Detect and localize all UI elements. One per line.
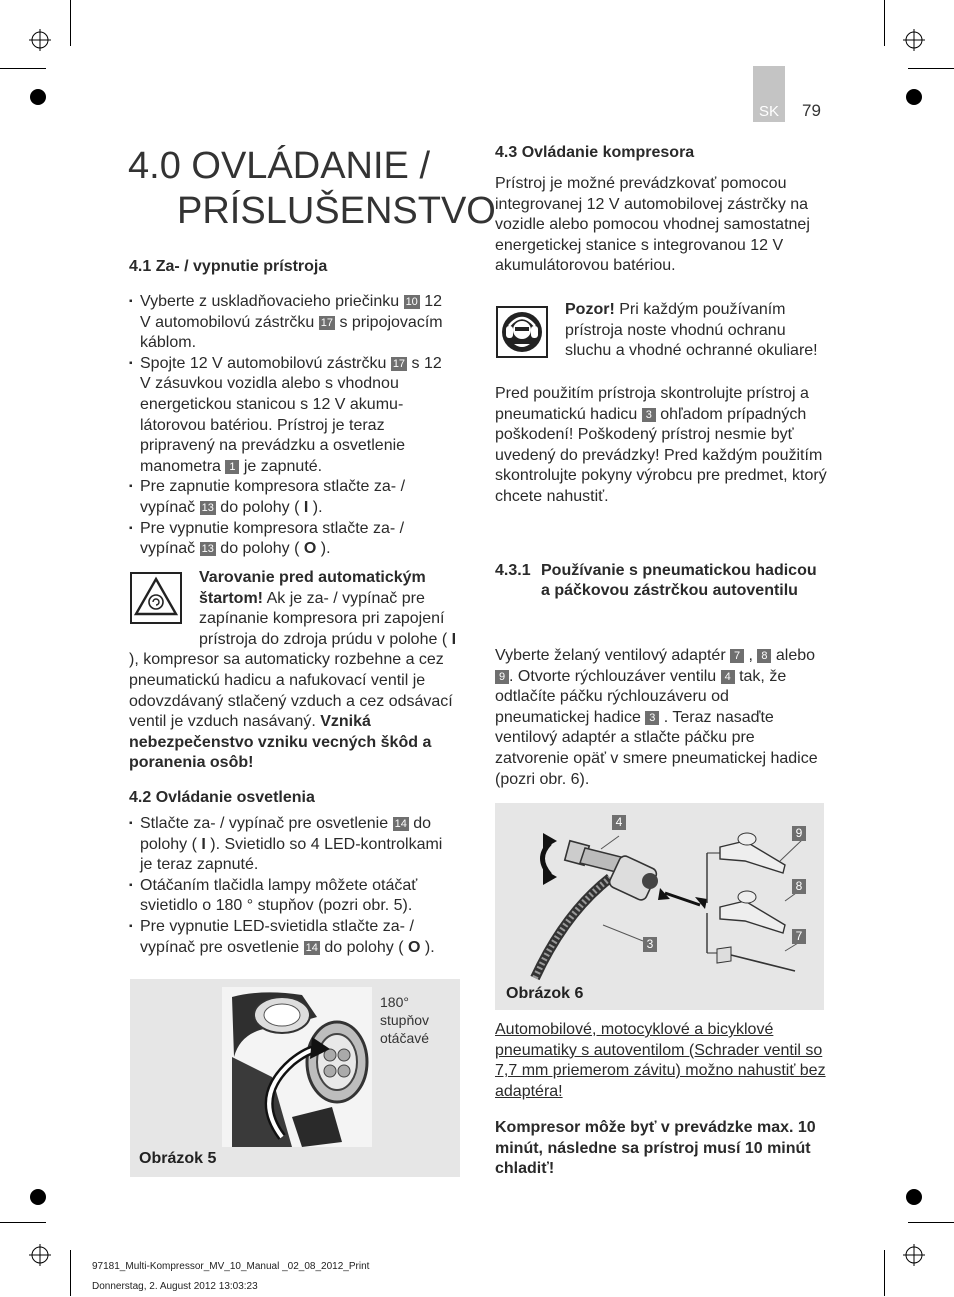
section-heading-4-2: 4.2 Ovládanie osvetlenia: [129, 789, 315, 806]
registration-dot-icon: [30, 89, 46, 105]
page-number: 79: [802, 101, 821, 120]
section-heading-4-3-1: 4.3.1 Používanie s pneumatickou hadicou a páčkovou zástrčkou autoventilu: [495, 562, 817, 599]
registration-mark-icon: [29, 1244, 51, 1266]
list-item: ▪ Pre vypnutie kompresora stlačte za- / vypínač 13 do polohy ( O ).: [129, 519, 451, 560]
auto-start-warning-text: Varovanie pred automatickým štartom! Ak je za- / vypínač pre zapínanie kompresora pri zapojení prístroja do zdroja prúdu v polohe ( I ), kompresor sa automaticky rozbehne a cez pneumatickú hadicu a nafukovací ventil je odovzdávaný stlačený vzduch a cez odsávací ventil je vzduch nasávaný. Vzniká nebezpečenstvo vzniku vecných škôd a poranenia osôb!: [129, 569, 457, 772]
list-item: ▪ Vyberte z uskladňovacieho priečinku 10 12 V automobilovú zástrčku 17 s pripojovacím káblom.: [129, 292, 451, 354]
registration-mark-icon: [903, 29, 925, 51]
list-item: ▪ Otáčaním tlačidla lampy môžete otáčať svietidlo o 180 ° stupňov (pozri obr. 5).: [129, 876, 451, 917]
list-item: ▪ Pre zapnutie kompresora stlačte za- / vypínač 13 do polohy ( I ).: [129, 477, 451, 518]
list-item: ▪ Pre vypnutie LED-svietidla stlačte za- / vypínač pre osvetlenie 14 do polohy ( O ).: [129, 917, 451, 958]
title-line-1: 4.0 OVLÁDANIE /: [128, 145, 431, 187]
footer-filename: 97181_Multi-Kompressor_MV_10_Manual _02_08_2012_Print: [92, 1261, 370, 1272]
figure-caption: Obrázok 5: [139, 1150, 217, 1167]
section-heading-4-1: 4.1 Za- / vypnutie prístroja: [129, 258, 328, 275]
part-label-3: 3: [643, 937, 657, 952]
section-4-3-check-paragraph: Pred použitím prístroja skontrolujte prístroj a pneumatickú hadicu 3 ohľadom prípadných poškodení! Poškodený prístroj nesmie byť uvedený do prevádzky! Pred každým použitím skontrolujte pokyny výrobcu pre predmet, ktorý chcete nahustiť.: [495, 385, 827, 505]
crop-mark: [884, 1250, 885, 1296]
duty-cycle-warning: Kompresor môže byť v prevádzke max. 10 minút, následne sa prístroj musí 10 minút chladiť!: [495, 1119, 816, 1178]
crop-mark: [884, 0, 885, 46]
figure-5: [130, 979, 460, 1177]
lamp-rotation-illustration: [222, 987, 372, 1147]
rotation-note: 180° stupňov otáčavé: [380, 994, 430, 1046]
section-4-1-list: [129, 292, 451, 560]
language-code: SK: [758, 103, 779, 120]
page-title: [128, 144, 496, 234]
list-item: ▪ Stlačte za- / vypínač pre osvetlenie 14 do polohy ( I ). Svietidlo so 4 LED-kontrolkami je teraz zapnuté.: [129, 814, 451, 876]
print-footer: [92, 1257, 369, 1297]
hearing-protection-caution: Pozor! Pri každým používaním prístroja noste vhodnú ochranu sluchu a vhodné ochranné okuliare!: [565, 301, 818, 360]
part-label-7: 7: [792, 929, 806, 944]
schrader-note: Automobilové, motocyklové a bicyklové pneumatiky s autoventilom (Schrader ventil so 7,7 mm priemerom závitu) možno nahustiť bez adaptéra!: [495, 1021, 826, 1100]
language-tab: [753, 66, 785, 122]
registration-mark-icon: [29, 29, 51, 51]
registration-mark-icon: [903, 1244, 925, 1266]
list-item: ▪ Spojte 12 V automobilovú zástrčku 17 s 12 V zásuvkou vozidla alebo s vhodnou energetickou stanicou s 12 V akumulátorovou batériou. Prístroj je teraz pripravený na prevádzku a osvetlenie manometra 1 je zapnuté.: [129, 354, 451, 478]
crop-mark: [908, 1222, 954, 1223]
part-label-8: 8: [792, 879, 806, 894]
title-line-2: PRÍSLUŠENSTVO: [177, 190, 496, 232]
footer-timestamp: Donnerstag, 2. August 2012 13:03:23: [92, 1281, 258, 1292]
figure-caption: Obrázok 6: [506, 985, 584, 1002]
registration-dot-icon: [906, 89, 922, 105]
registration-dot-icon: [906, 1189, 922, 1205]
crop-mark: [70, 1250, 71, 1296]
section-4-2-list: [129, 814, 451, 958]
section-heading-4-3: 4.3 Ovládanie kompresora: [495, 144, 695, 161]
section-4-3-paragraph: Prístroj je možné prevádzkovať pomocou integrovanej 12 V automobilovej zástrčky na vozidle alebo pomocou vhodnej samostatnej energetickej stanice s integrovanou 12 V akumulátorovou batériou.: [495, 175, 810, 275]
hose-adapter-illustration: [495, 803, 824, 1010]
figure-6: [495, 803, 824, 1010]
part-label-9: 9: [792, 826, 806, 841]
crop-mark: [70, 0, 71, 46]
crop-mark: [0, 68, 46, 69]
registration-dot-icon: [30, 1189, 46, 1205]
crop-mark: [0, 1222, 46, 1223]
part-label-4: 4: [612, 815, 626, 830]
crop-mark: [908, 68, 954, 69]
section-4-3-1-paragraph: Vyberte želaný ventilový adaptér 7 , 8 alebo 9 . Otvorte rýchlouzáver ventilu 4 tak, že odtlačíte páčku rýchlouzáveru od pneumatickej hadice 3 . Teraz nasaďte ventilový adaptér a stlačte páčku pre zatvorenie opäť v smere pneumatickej hadice (pozri obr. 6).: [495, 647, 818, 788]
